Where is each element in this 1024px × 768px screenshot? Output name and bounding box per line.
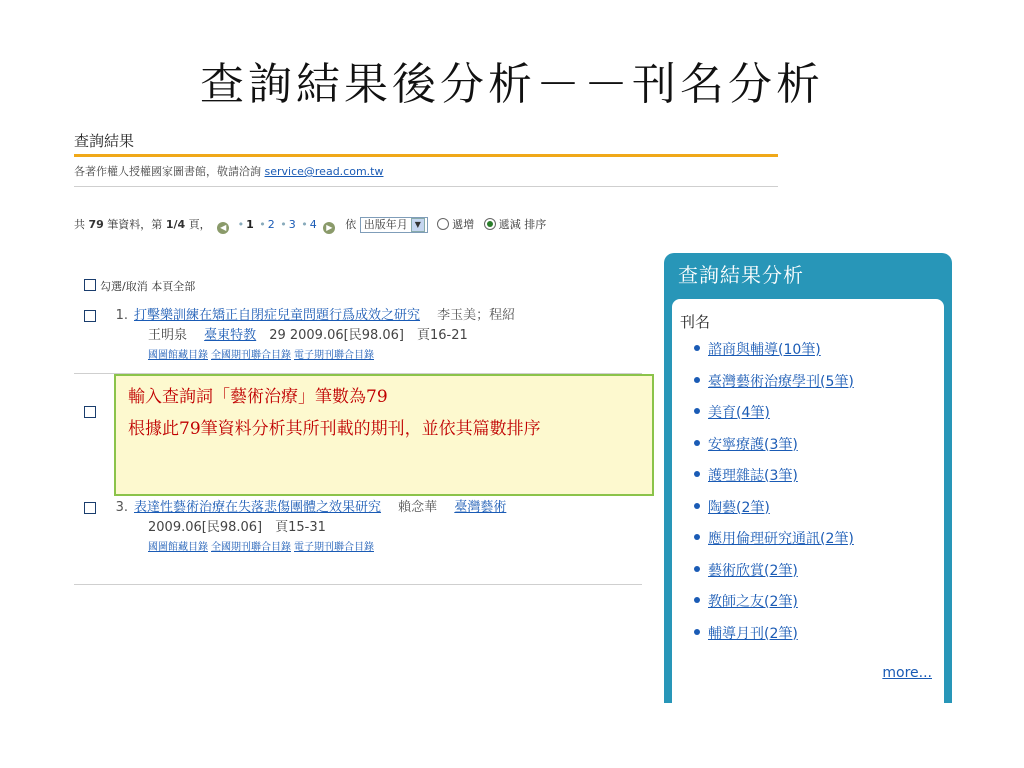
- bullet-icon: [694, 377, 700, 383]
- result-journal-link[interactable]: 臺灣藝術: [454, 500, 507, 515]
- select-all-row: [84, 278, 644, 294]
- copyright-notice: [74, 163, 778, 187]
- divider: [74, 584, 642, 585]
- bullet-icon: [694, 408, 700, 414]
- page-separator-icon: •: [301, 218, 308, 231]
- nlc-catalog-link[interactable]: 國圖館藏目錄: [148, 542, 208, 553]
- analysis-panel-content: [672, 299, 944, 703]
- callout-line-2: 根據此79筆資料分析其所刊載的期刊，並依其篇數排序: [128, 419, 541, 439]
- sort-asc-radio[interactable]: [437, 218, 449, 230]
- result-checkbox-2[interactable]: [84, 406, 96, 418]
- result-meta: 2009.06[民98.06] 頁15-31: [148, 520, 326, 535]
- analysis-panel: [664, 253, 952, 703]
- journal-facet-item[interactable]: 陶藝(2筆): [694, 493, 854, 525]
- e-journal-catalog-link[interactable]: 電子期刊聯合目錄: [294, 542, 374, 553]
- result-checkbox[interactable]: [84, 310, 96, 322]
- bullet-icon: [694, 471, 700, 477]
- bullet-icon: [694, 534, 700, 540]
- sort-field-select[interactable]: [360, 217, 428, 233]
- page-link-1[interactable]: 1: [246, 218, 254, 231]
- panel-title: 查詢結果: [74, 130, 778, 157]
- page-link-2[interactable]: 2: [267, 218, 275, 231]
- bullet-icon: [694, 345, 700, 351]
- bullet-icon: [694, 440, 700, 446]
- sort-asc-label: 遞增: [452, 218, 475, 231]
- result-authors: 李玉美；程紹: [437, 308, 516, 323]
- journal-facet-item[interactable]: 美育(4筆): [694, 398, 854, 430]
- bullet-icon: [694, 566, 700, 572]
- page-link-4[interactable]: 4: [309, 218, 317, 231]
- sort-label: 排序: [524, 218, 547, 231]
- current-page: 1/4: [165, 218, 186, 231]
- journal-facet-item[interactable]: 輔導月刊(2筆): [694, 619, 854, 651]
- journal-facet-item[interactable]: 應用倫理研究通訊(2筆): [694, 524, 854, 556]
- sort-field-value: 出版年月: [363, 218, 408, 231]
- result-journal-link[interactable]: 臺東特教: [204, 328, 257, 343]
- page-separator-icon: •: [280, 218, 287, 231]
- more-link[interactable]: more...: [882, 665, 932, 681]
- results-panel: [74, 130, 780, 187]
- slide-title: 查詢結果後分析－－刊名分析: [200, 59, 824, 110]
- pagination-bar: [74, 216, 546, 234]
- e-journal-catalog-link[interactable]: 電子期刊聯合目錄: [294, 350, 374, 361]
- sort-desc-radio[interactable]: [484, 218, 496, 230]
- select-all-checkbox[interactable]: [84, 279, 96, 291]
- journal-name-heading: 刊名: [680, 313, 711, 331]
- journal-facet-item[interactable]: 藝術欣賞(2筆): [694, 556, 854, 588]
- results-list: [84, 278, 644, 294]
- select-all-label: 勾選/取消 本頁全部: [100, 280, 196, 293]
- journal-facet-item[interactable]: 臺灣藝術治療學刊(5筆): [694, 367, 854, 399]
- nlc-catalog-link[interactable]: 國圖館藏目錄: [148, 350, 208, 361]
- page-link-3[interactable]: 3: [288, 218, 296, 231]
- bullet-icon: [694, 597, 700, 603]
- pager-suffix: 頁，: [185, 218, 211, 231]
- pager-mid: 筆資料，第: [103, 218, 166, 231]
- copyright-text: 各著作權人授權國家圖書館，敬請洽詢: [74, 165, 265, 178]
- journal-facet-list: [694, 335, 854, 650]
- page-separator-icon: •: [237, 218, 245, 231]
- chevron-down-icon: ▼: [411, 218, 425, 232]
- result-item-3: [84, 498, 644, 560]
- union-catalog-link[interactable]: 全國期刊聯合目錄: [211, 542, 291, 553]
- result-meta: 29 2009.06[民98.06] 頁16-21: [269, 328, 468, 343]
- bullet-icon: [694, 503, 700, 509]
- result-authors: 賴念華: [398, 500, 438, 515]
- annotation-callout: [114, 374, 654, 496]
- journal-facet-item[interactable]: 教師之友(2筆): [694, 587, 854, 619]
- bullet-icon: [694, 629, 700, 635]
- journal-facet-item[interactable]: 安寧療護(3筆): [694, 430, 854, 462]
- page-separator-icon: •: [259, 218, 266, 231]
- result-checkbox[interactable]: [84, 502, 96, 514]
- sort-by-label: 依: [345, 218, 357, 231]
- result-count: 79: [88, 218, 104, 231]
- result-authors-cont: 王明泉: [148, 328, 188, 343]
- analysis-panel-title: 查詢結果分析: [664, 253, 952, 297]
- result-item-1: [84, 306, 644, 368]
- union-catalog-link[interactable]: 全國期刊聯合目錄: [211, 350, 291, 361]
- result-number: 3.: [115, 500, 128, 515]
- service-email-link[interactable]: service@read.com.tw: [264, 165, 384, 178]
- pager-prefix: 共: [74, 218, 89, 231]
- prev-page-icon[interactable]: ◀: [217, 222, 229, 234]
- result-number: 1.: [115, 308, 128, 323]
- next-page-icon[interactable]: ▶: [323, 222, 335, 234]
- callout-line-1: 輸入查詢詞「藝術治療」筆數為79: [128, 387, 388, 407]
- result-title-link[interactable]: 打擊樂訓練在矯正自閉症兒童問題行爲成效之研究: [134, 308, 421, 323]
- journal-facet-item[interactable]: 護理雜誌(3筆): [694, 461, 854, 493]
- journal-facet-item[interactable]: 諮商與輔導(10筆): [694, 335, 854, 367]
- result-title-link[interactable]: 表達性藝術治療在失落悲傷團體之效果研究: [134, 500, 382, 515]
- sort-desc-label: 遞減: [498, 218, 521, 231]
